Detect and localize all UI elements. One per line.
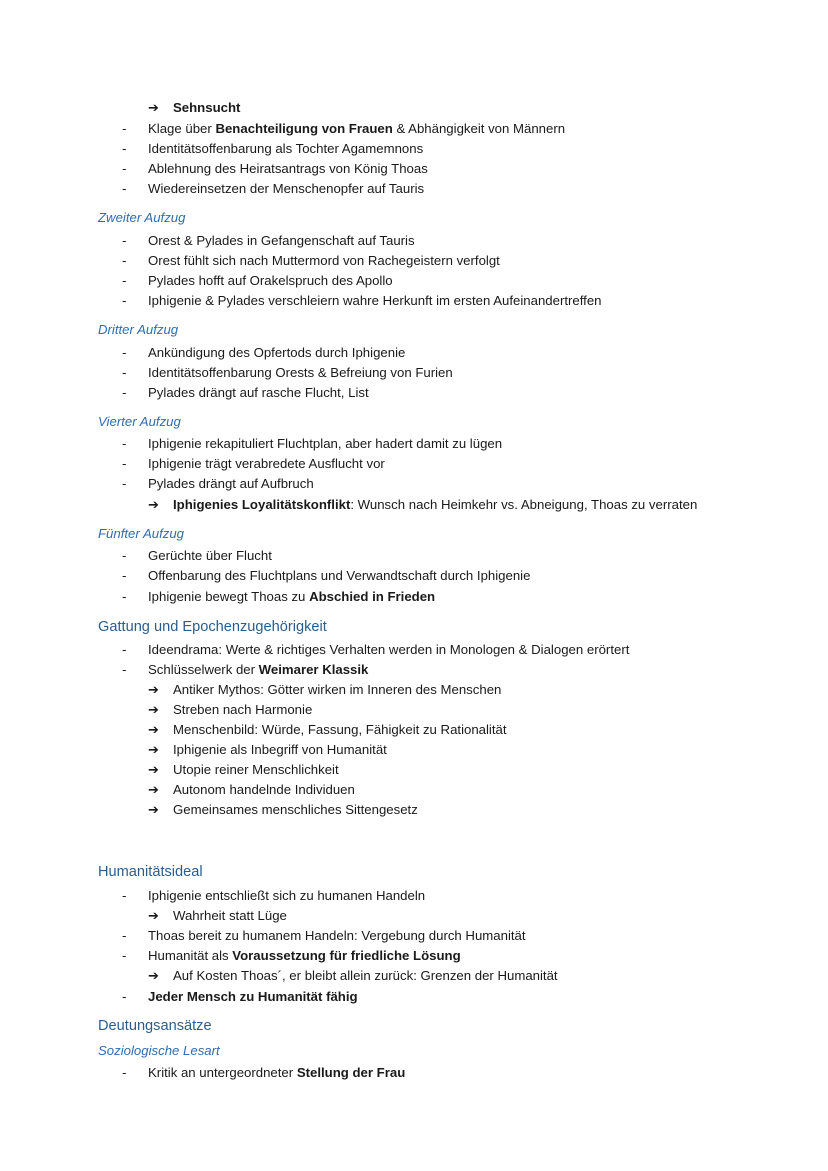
item-text: Auf Kosten Thoas´, er bleibt allein zurück: Grenzen der Humanität [173,968,558,983]
heading-gattung: Gattung und Epochenzugehörigkeit [98,619,327,635]
dash-icon: - [122,385,127,400]
item-text: Iphigenie als Inbegriff von Humanität [173,742,387,757]
item-text: Gerüchte über Flucht [148,548,272,563]
arrow-icon: ➔ [148,682,159,697]
arrow-icon: ➔ [148,968,159,983]
dash-icon: - [122,948,127,963]
heading-humanitaetsideal: Humanitätsideal [98,864,203,880]
dash-icon: - [122,345,127,360]
arrow-icon: ➔ [148,497,159,512]
dash-icon: - [122,928,127,943]
dash-icon: - [122,589,127,604]
dash-icon: - [122,161,127,176]
heading-deutungsansaetze: Deutungsansätze [98,1018,212,1034]
arrow-icon: ➔ [148,802,159,817]
item-text: Utopie reiner Menschlichkeit [173,762,339,777]
dash-icon: - [122,233,127,248]
item-text: Pylades drängt auf Aufbruch [148,476,314,491]
item-text: Klage über Benachteiligung von Frauen & Abhängigkeit von Männern [148,121,566,136]
arrow-icon: ➔ [148,762,159,777]
item-text: Kritik an untergeordneter Stellung der Frau [148,1065,406,1080]
item-text: Wahrheit statt Lüge [173,908,287,923]
dash-icon: - [122,1065,127,1080]
subheading-dritter-aufzug: Dritter Aufzug [98,322,179,337]
item-text: Thoas bereit zu humanem Handeln: Vergebung durch Humanität [148,928,526,943]
dash-icon: - [122,141,127,156]
arrow-icon: ➔ [148,100,159,115]
dash-icon: - [122,989,127,1004]
item-text: Ankündigung des Opfertods durch Iphigenie [148,345,406,360]
dash-icon: - [122,568,127,583]
item-text: Iphigenies Loyalitätskonflikt: Wunsch nach Heimkehr vs. Abneigung, Thoas zu verraten [173,497,698,512]
item-text: Ideendrama: Werte & richtiges Verhalten werden in Monologen & Dialogen erörtert [148,642,630,657]
item-text: Orest & Pylades in Gefangenschaft auf Tauris [148,233,415,248]
subheading-vierter-aufzug: Vierter Aufzug [98,414,181,429]
item-text: Pylades hofft auf Orakelspruch des Apollo [148,273,393,288]
item-text: Iphigenie bewegt Thoas zu Abschied in Frieden [148,589,436,604]
item-text: Iphigenie & Pylades verschleiern wahre Herkunft im ersten Aufeinandertreffen [148,293,602,308]
item-text: Iphigenie rekapituliert Fluchtplan, aber hadert damit zu lügen [148,436,503,451]
item-text: Menschenbild: Würde, Fassung, Fähigkeit zu Rationalität [173,722,507,737]
dash-icon: - [122,456,127,471]
dash-icon: - [122,476,127,491]
item-text: Iphigenie entschließt sich zu humanen Handeln [148,888,426,903]
item-text: Autonom handelnde Individuen [173,782,355,797]
item-text: Iphigenie trägt verabredete Ausflucht vor [148,456,385,471]
item-text: Pylades drängt auf rasche Flucht, List [148,385,369,400]
item-text: Identitätsoffenbarung Orests & Befreiung von Furien [148,365,453,380]
subheading-soziologische-lesart: Soziologische Lesart [98,1043,220,1058]
dash-icon: - [122,642,127,657]
arrow-icon: ➔ [148,722,159,737]
item-text: Humanität als Voraussetzung für friedliche Lösung [148,948,461,963]
item-text: Identitätsoffenbarung als Tochter Agamemnons [148,141,424,156]
dash-icon: - [122,548,127,563]
item-text: Sehnsucht [173,100,241,115]
dash-icon: - [122,662,127,677]
arrow-icon: ➔ [148,702,159,717]
item-text: Schlüsselwerk der Weimarer Klassik [148,662,369,677]
dash-icon: - [122,181,127,196]
item-text: Ablehnung des Heiratsantrags von König Thoas [148,161,428,176]
arrow-icon: ➔ [148,908,159,923]
item-text: Gemeinsames menschliches Sittengesetz [173,802,418,817]
dash-icon: - [122,253,127,268]
arrow-icon: ➔ [148,782,159,797]
item-text: Wiedereinsetzen der Menschenopfer auf Tauris [148,181,425,196]
item-text: Antiker Mythos: Götter wirken im Inneren des Menschen [173,682,502,697]
item-text: Offenbarung des Fluchtplans und Verwandtschaft durch Iphigenie [148,568,531,583]
arrow-icon: ➔ [148,742,159,757]
item-text: Orest fühlt sich nach Muttermord von Rachegeistern verfolgt [148,253,500,268]
subheading-fuenfter-aufzug: Fünfter Aufzug [98,526,185,541]
dash-icon: - [122,273,127,288]
item-text: Streben nach Harmonie [173,702,313,717]
dash-icon: - [122,365,127,380]
subheading-zweiter-aufzug: Zweiter Aufzug [98,210,186,225]
dash-icon: - [122,293,127,308]
item-text: Jeder Mensch zu Humanität fähig [148,989,358,1004]
dash-icon: - [122,888,127,903]
dash-icon: - [122,121,127,136]
dash-icon: - [122,436,127,451]
